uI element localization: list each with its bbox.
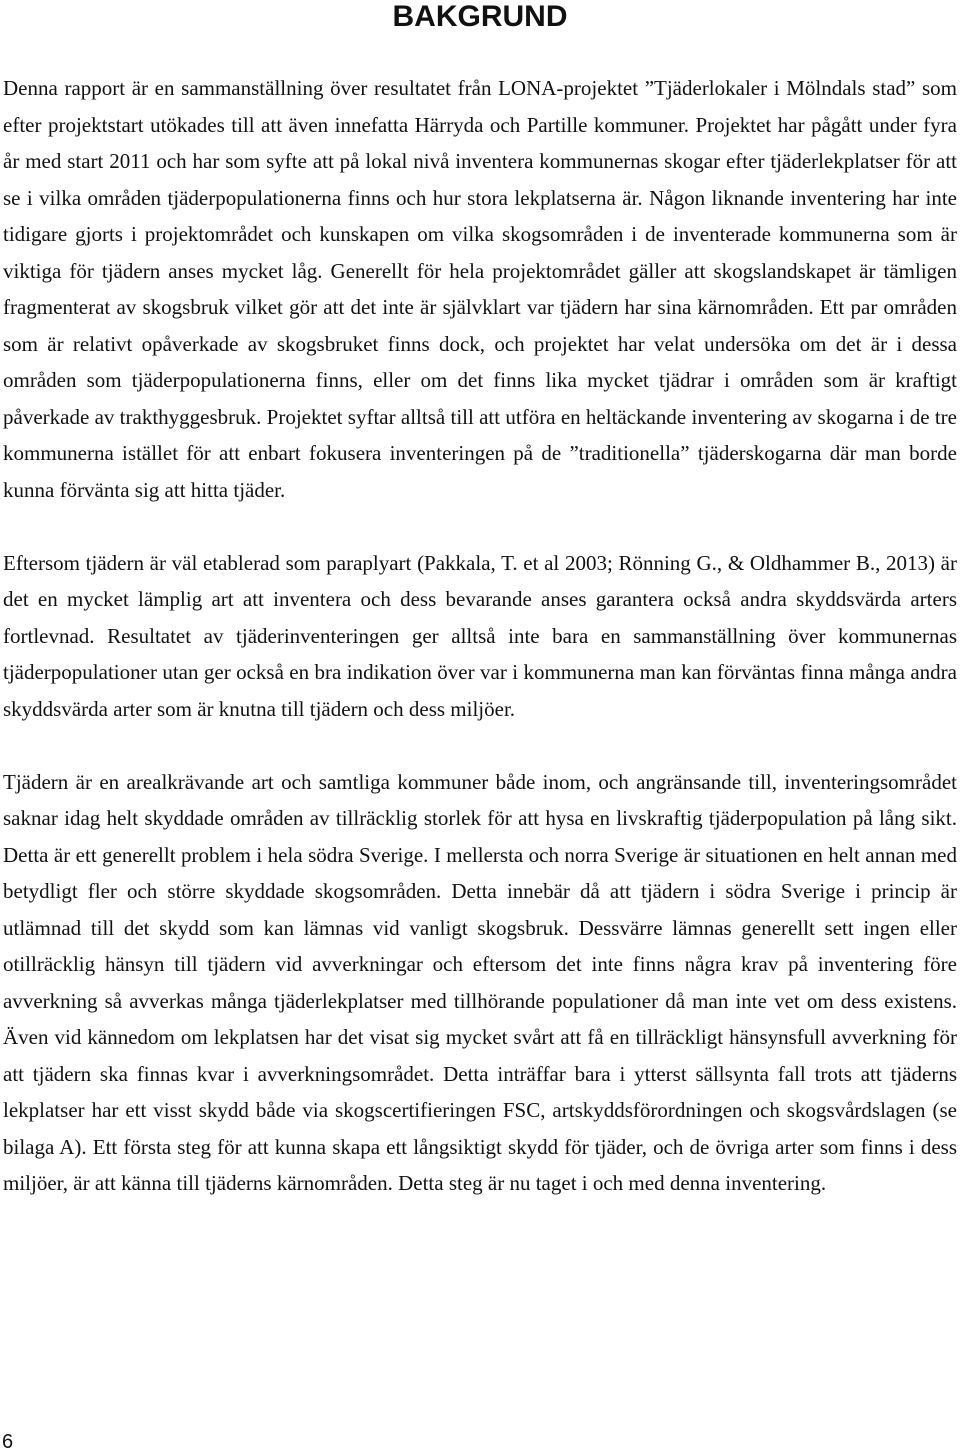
section-heading: BAKGRUND bbox=[392, 0, 568, 33]
paragraph-3: Tjädern är en arealkrävande art och samtliga kommuner både inom, och angränsande till, inventeringsområdet saknar idag helt skyddade områden av tillräcklig storlek för att hysa en livskraftig tjäderpopulation på lång sikt. Detta är ett generellt problem i hela södra Sverige. I mellersta och norra Sverige är situationen en helt annan med betydligt fler och större skyddade skogsområden. Detta innebär då att tjädern i södra Sverige i princip är utlämnad till det skydd som kan lämnas vid vanligt skogsbruk. Dessvärre lämnas generellt sett ingen eller otillräcklig hänsyn till tjädern vid avverkningar och eftersom det inte finns några krav på inventering före avverkning så avverkas många tjäderlekplatser med tillhörande populationer då man inte vet om dess existens. Även vid kännedom om lekplatsen har det visat sig mycket svårt att få en tillräckligt hänsynsfull avverkning för att tjädern ska finnas kvar i avverkningsområdet. Detta inträffar bara i ytterst sällsynta fall trots att tjäderns lekplatser har ett visst skydd både via skogscertifieringen FSC, artskyddsförordningen och skogsvårdslagen (se bilaga A). Ett första steg för att kunna skapa ett långsiktigt skydd för tjäder, och de övriga arter som finns i dess miljöer, är att känna till tjäderns kärnområden. Detta steg är nu taget i och med denna inventering. bbox=[3, 769, 957, 1195]
paragraph-1: Denna rapport är en sammanställning över resultatet från LONA-projektet ”Tjäderlokaler i Mölndals stad” som efter projektstart utökades till att även innefatta Härryda och Partille kommuner. Projektet har pågått under fyra år med start 2011 och har som syfte att på lokal nivå inventera kommunernas skogar efter tjäderlekplatser för att se i vilka områden tjäderpopulationerna finns och hur stora lekplatserna är. Någon liknande inventering har inte tidigare gjorts i projektområdet och kunskapen om vilka skogsområden i de inventerade kommunerna som är viktiga för tjädern anses mycket låg. Generellt för hela projektområdet gäller att skogslandskapet är tämligen fragmenterat av skogsbruk vilket gör att det inte är självklart var tjädern har sina kärnområden. Ett par områden som är relativt opåverkade av skogsbruket finns dock, och projektet har velat undersöka om det är i dessa områden som tjäderpopulationerna finns, eller om det finns lika mycket tjädrar i områden som är kraftigt påverkade av trakthyggesbruk. Projektet syftar alltså till att utföra en heltäckande inventering av skogarna i de tre kommunerna istället för att enbart fokusera inventeringen på de ”traditionella” tjäderskogarna där man borde kunna förvänta sig att hitta tjäder. bbox=[3, 76, 957, 502]
page-number: 6 bbox=[2, 1431, 14, 1453]
paragraph-2: Eftersom tjädern är väl etablerad som paraplyart (Pakkala, T. et al 2003; Rönning G., & Oldhammer B., 2013) är det en mycket lämplig art att inventera och dess bevarande anses garantera också andra skyddsvärda arters fortlevnad. Resultatet av tjäderinventeringen ger alltså inte bara en sammanställning över kommunernas tjäderpopulationer utan ger också en bra indikation över var i kommunerna man kan förväntas finna många andra skyddsvärda arter som är knutna till tjädern och dess miljöer. bbox=[3, 550, 957, 721]
body-text bbox=[3, 70, 957, 1202]
